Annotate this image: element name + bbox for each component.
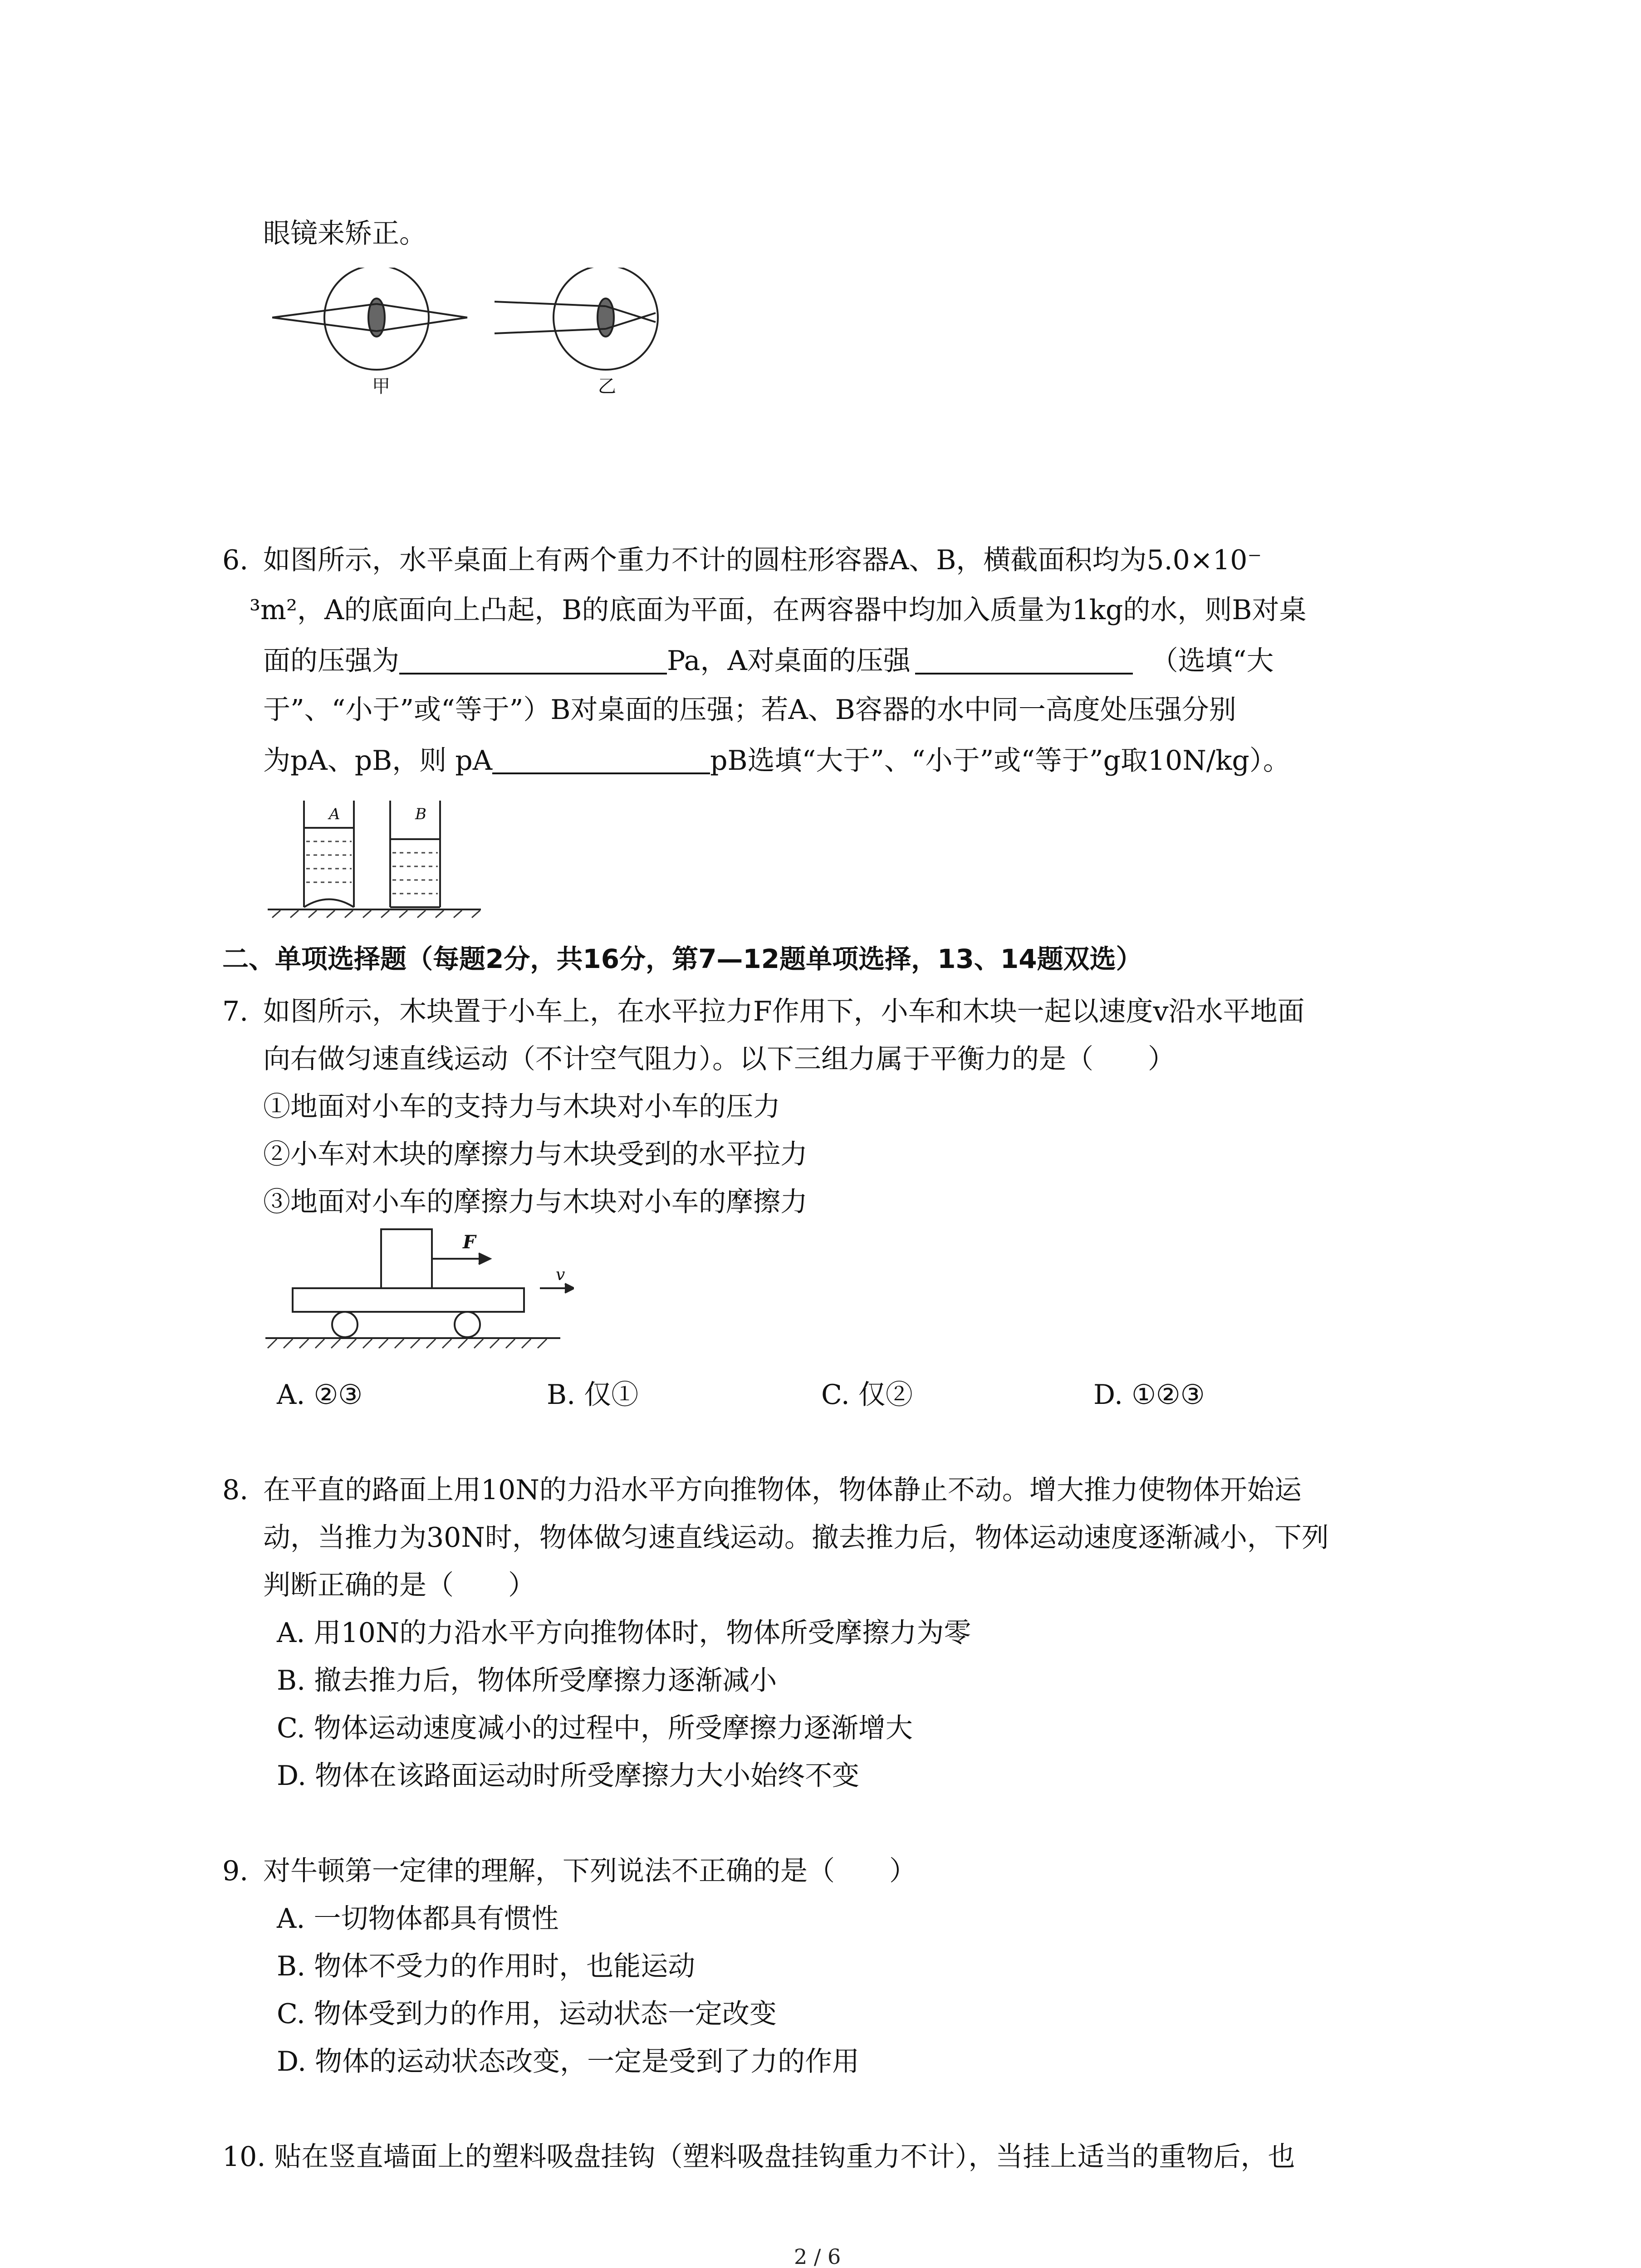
q8-option-d[interactable]: D. 物体在该路面运动时所受摩擦力大小始终不变 [277,1760,860,1792]
q8-line-2: 动，当推力为30N时，物体做匀速直线运动。撤去推力后，物体运动速度逐渐减小，下列 [263,1522,1329,1554]
q7-item-3: ③地面对小车的摩擦力与木块对小车的摩擦力 [263,1186,808,1218]
q7-option-b[interactable]: B. 仅① [547,1379,639,1411]
q9-option-d[interactable]: D. 物体的运动状态改变，一定是受到了力的作用 [277,2046,860,2077]
q6-line-3 [263,646,1274,675]
q9-line-1: 对牛顿第一定律的理解，下列说法不正确的是（ ） [263,1855,916,1887]
q6-line-5b: pB选填“大于”、“小于”或“等于”g取10N/kg）。 [710,745,1290,777]
q6-number: 6. [222,544,249,576]
q7-option-a[interactable]: A. ②③ [277,1379,363,1411]
figure-label-yi: 乙 [598,376,616,397]
section-2-heading: 二、单项选择题（每题2分，共16分，第7—12题单项选择，13、14题双选） [222,943,1142,974]
q8-option-b[interactable]: B. 撤去推力后，物体所受摩擦力逐渐减小 [277,1665,777,1696]
wood-block [381,1229,432,1288]
page-number: 2 / 6 [794,2244,841,2268]
q6-line-4: 于”、“小于”或“等于”）B对桌面的压强；若A、B容器的水中同一高度处压强分别 [263,694,1236,726]
q8-number: 8. [222,1474,249,1506]
q9-option-a[interactable]: A. 一切物体都具有惯性 [277,1903,559,1935]
force-label-f: F [463,1232,476,1253]
q7-number: 7. [222,996,249,1027]
q6-line-5a: 为pA、pB，则 pA [263,745,493,777]
q6-blank-1[interactable] [399,646,667,675]
q8-option-a[interactable]: A. 用10N的力沿水平方向推物体时，物体所受摩擦力为零 [277,1617,971,1649]
q6-line-3c: （选填“大 [1151,645,1274,677]
eye-jia [272,268,467,370]
q6-line-5 [263,745,1290,777]
q6-line-3a: 面的压强为 [263,645,399,677]
q6-blank-3[interactable] [492,746,710,774]
q7-line-1: 如图所示，木块置于小车上，在水平拉力F作用下，小车和木块一起以速度v沿水平地面 [263,996,1305,1027]
q7-option-d[interactable]: D. ①②③ [1093,1379,1205,1411]
q8-option-c[interactable]: C. 物体运动速度减小的过程中，所受摩擦力逐渐增大 [277,1712,913,1744]
q8-line-1: 在平直的路面上用10N的力沿水平方向推物体，物体静止不动。增大推力使物体开始运 [263,1474,1302,1506]
q7-option-c[interactable]: C. 仅② [821,1379,913,1411]
cart-diagram [265,1225,574,1361]
figure-label-jia: 甲 [372,376,390,397]
q6-blank-2[interactable] [915,646,1133,675]
q9-option-c[interactable]: C. 物体受到力的作用，运动状态一定改变 [277,1998,777,2030]
q9-option-b[interactable]: B. 物体不受力的作用时，也能运动 [277,1950,696,1982]
q7-line-2: 向右做匀速直线运动（不计空气阻力）。以下三组力属于平衡力的是（ ） [263,1043,1175,1075]
q7-item-2: ②小车对木块的摩擦力与木块受到的水平拉力 [263,1139,808,1170]
eye-diagram [268,268,712,404]
containers-diagram [268,796,485,919]
cart-wheel-right [455,1312,480,1337]
q7-item-1: ①地面对小车的支持力与木块对小车的压力 [263,1091,780,1123]
q6-line-2: ³m²，A的底面向上凸起，B的底面为平面，在两容器中均加入质量为1kg的水，则B对桌 [250,594,1307,626]
eye-yi [495,268,658,370]
q5-tail-text: 眼镜来矫正。 [263,218,426,249]
q6-line-1: 如图所示，水平桌面上有两个重力不计的圆柱形容器A、B，横截面积均为5.0×10⁻ [263,544,1262,576]
q9-number: 9. [222,1855,249,1887]
q6-line-3b: Pa，A对桌面的压强 [667,645,911,677]
q10-line-1: 10. 贴在竖直墙面上的塑料吸盘挂钩（塑料吸盘挂钩重力不计），当挂上适当的重物后，也 [222,2141,1295,2173]
container-label-a: A [329,805,340,823]
q8-line-3: 判断正确的是（ ） [263,1569,535,1601]
cart-wheel-left [332,1312,358,1337]
velocity-label-v: v [556,1266,565,1284]
container-label-b: B [415,805,426,823]
cart-body [293,1288,524,1312]
